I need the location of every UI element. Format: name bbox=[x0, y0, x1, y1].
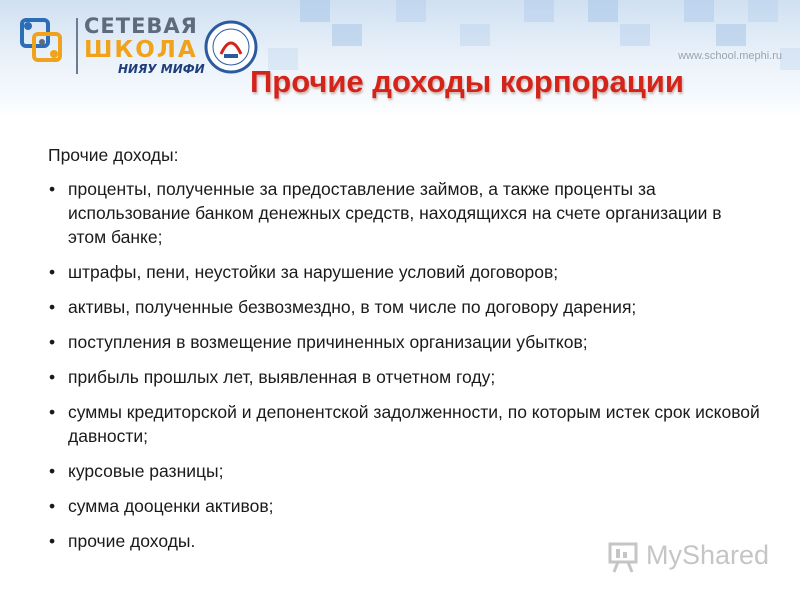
school-logo[interactable] bbox=[14, 10, 284, 80]
watermark-text: MyShared bbox=[646, 540, 770, 570]
bullet-dot: • bbox=[49, 179, 56, 199]
myshared-watermark bbox=[606, 538, 770, 578]
bullet-dot: • bbox=[49, 332, 56, 352]
bullet-list bbox=[48, 177, 763, 553]
list-item-text: поступления в возмещение причиненных организации убытков; bbox=[68, 332, 588, 352]
list-item bbox=[48, 295, 763, 319]
logo-text-line2: ШКОЛА bbox=[84, 37, 198, 63]
bullet-dot: • bbox=[49, 297, 56, 317]
list-item-text: проценты, полученные за предоставление займов, а также проценты за использование банком денежных средств, находящихся на счете организации в этом банке; bbox=[68, 179, 722, 247]
list-item-text: прочие доходы. bbox=[68, 531, 196, 551]
slide-title: Прочие доходы корпорации bbox=[250, 64, 684, 99]
header-tile bbox=[460, 24, 490, 46]
list-item-text: активы, полученные безвозмездно, в том числе по договору дарения; bbox=[68, 297, 637, 317]
bullet-dot: • bbox=[49, 496, 56, 516]
header-tile bbox=[396, 0, 426, 22]
list-item-text: прибыль прошлых лет, выявленная в отчетном году; bbox=[68, 367, 496, 387]
list-item bbox=[48, 365, 763, 389]
list-item-text: сумма дооценки активов; bbox=[68, 496, 274, 516]
header-tile bbox=[684, 0, 714, 22]
list-item bbox=[48, 260, 763, 284]
slide-body bbox=[48, 143, 763, 564]
logo-text-line3: НИЯУ МИФИ bbox=[118, 62, 205, 76]
list-item-text: курсовые разницы; bbox=[68, 461, 224, 481]
list-item bbox=[48, 330, 763, 354]
header-tile bbox=[332, 24, 362, 46]
header-band bbox=[0, 0, 800, 118]
list-item-text: штрафы, пени, неустойки за нарушение условий договоров; bbox=[68, 262, 559, 282]
presentation-board-icon bbox=[606, 538, 642, 574]
site-url: www.school.mephi.ru bbox=[678, 50, 782, 62]
header-tile bbox=[716, 24, 746, 46]
header-tile bbox=[588, 0, 618, 22]
header-tile bbox=[748, 0, 778, 22]
header-tile bbox=[620, 24, 650, 46]
logo-separator bbox=[76, 18, 78, 74]
bullet-dot: • bbox=[49, 531, 56, 551]
bullet-dot: • bbox=[49, 367, 56, 387]
list-item bbox=[48, 400, 763, 448]
list-item bbox=[48, 177, 763, 249]
header-tile bbox=[780, 48, 800, 70]
list-item bbox=[48, 459, 763, 483]
header-tile bbox=[524, 0, 554, 22]
bullet-dot: • bbox=[49, 262, 56, 282]
logo-text-line1: СЕТЕВАЯ bbox=[84, 14, 198, 38]
network-school-logo-icon bbox=[18, 16, 66, 68]
list-item bbox=[48, 494, 763, 518]
list-item-text: суммы кредиторской и депонентской задолженности, по которым истек срок исковой давности; bbox=[68, 402, 760, 446]
header-tile bbox=[300, 0, 330, 22]
intro-text: Прочие доходы: bbox=[48, 145, 179, 165]
bullet-dot: • bbox=[49, 402, 56, 422]
bullet-dot: • bbox=[49, 461, 56, 481]
